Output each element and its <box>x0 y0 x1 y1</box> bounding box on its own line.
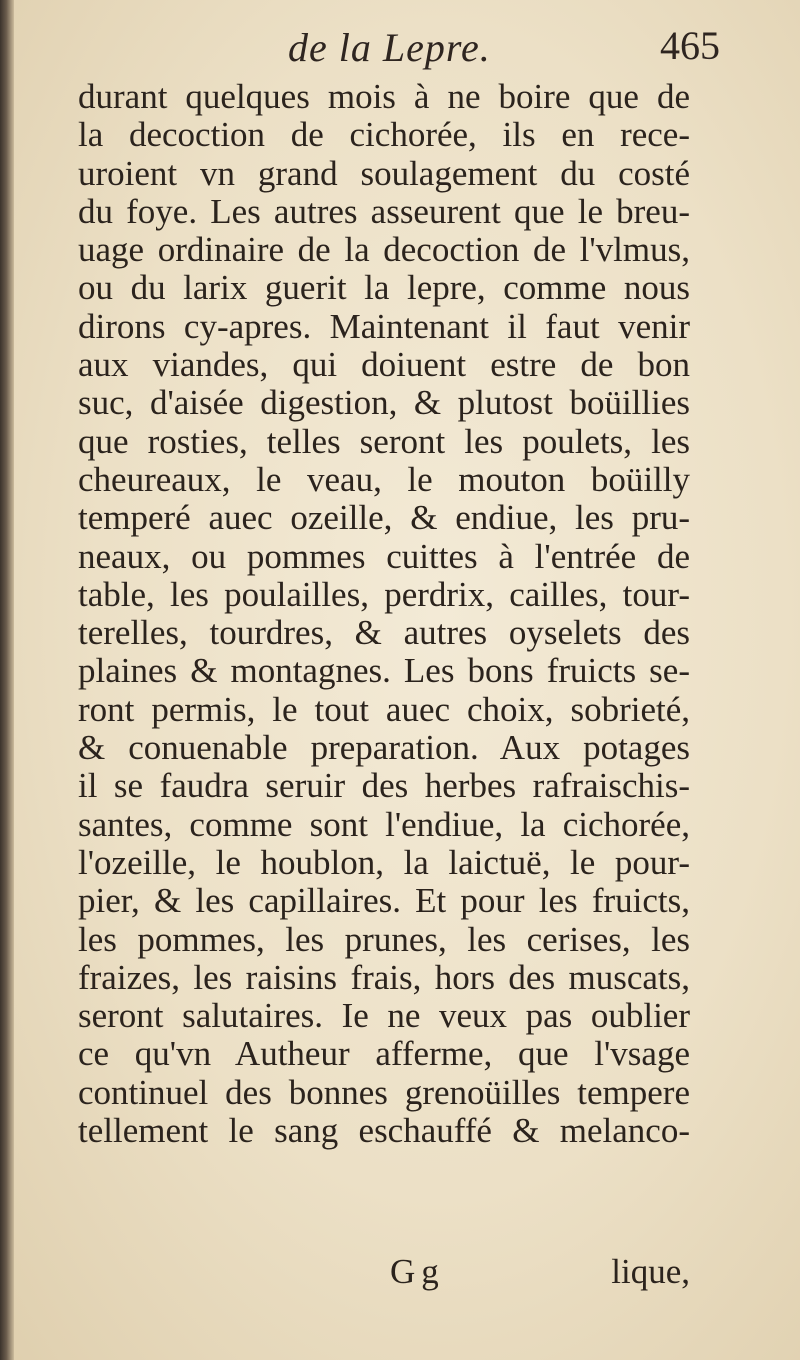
text-line: table, les poulailles, perdrix, cailles, tour- <box>78 574 690 614</box>
text-line: durant quelques mois à ne boire que de <box>78 77 690 116</box>
text-line: ront permis, le tout auec choix, sobrieté, <box>78 689 690 729</box>
text-line: suc, d'aisée digestion, & plutost boüillies <box>78 383 690 423</box>
text-line: l'ozeille, le houblon, la laictuë, le pour- <box>78 842 690 882</box>
text-line: il se faudra seruir des herbes rafraischis- <box>78 766 690 806</box>
text-line: santes, comme sont l'endiue, la cichorée, <box>78 804 690 844</box>
text-line: & conuenable preparation. Aux potages <box>78 728 690 768</box>
page-header <box>80 18 720 80</box>
text-line: neaux, ou pommes cuittes à l'entrée de <box>78 536 690 576</box>
text-line: temperé auec ozeille, & endiue, les pru- <box>78 498 690 538</box>
text-line: tellement le sang eschauffé & melanco- <box>78 1111 690 1151</box>
page-footer <box>78 1252 690 1298</box>
text-line: seront salutaires. Ie ne veux pas oublier <box>78 996 690 1036</box>
page-gutter <box>0 0 14 1360</box>
text-line: cheureaux, le veau, le mouton boüilly <box>78 459 690 499</box>
text-line: aux viandes, qui doiuent estre de bon <box>78 345 690 385</box>
catchword: lique, <box>611 1252 690 1291</box>
text-line: que rosties, telles seront les poulets, les <box>78 421 690 461</box>
text-line: uroient vn grand soulagement du costé <box>78 153 690 193</box>
body-text <box>78 78 690 1150</box>
text-line: dirons cy-apres. Maintenant il faut venir <box>78 306 690 346</box>
text-line: terelles, tourdres, & autres oyselets des <box>78 613 690 653</box>
text-line: fraizes, les raisins frais, hors des muscats, <box>78 957 690 997</box>
signature-mark: Gg <box>390 1252 445 1291</box>
text-line: la decoction de cichorée, ils en rece- <box>78 115 690 155</box>
running-title: de la Lepre. <box>288 25 491 70</box>
text-line: ce qu'vn Autheur afferme, que l'vsage <box>78 1034 690 1074</box>
page-number: 465 <box>660 23 720 68</box>
text-line: les pommes, les prunes, les cerises, les <box>78 919 690 959</box>
text-line: plaines & montagnes. Les bons fruicts se- <box>78 651 690 691</box>
text-line: uage ordinaire de la decoction de l'vlmus, <box>78 230 690 270</box>
text-line: du foye. Les autres asseurent que le breu- <box>78 191 690 231</box>
text-line: ou du larix guerit la lepre, comme nous <box>78 268 690 308</box>
text-line: pier, & les capillaires. Et pour les fruicts, <box>78 881 690 921</box>
text-line: continuel des bonnes grenoüilles tempere <box>78 1072 690 1112</box>
